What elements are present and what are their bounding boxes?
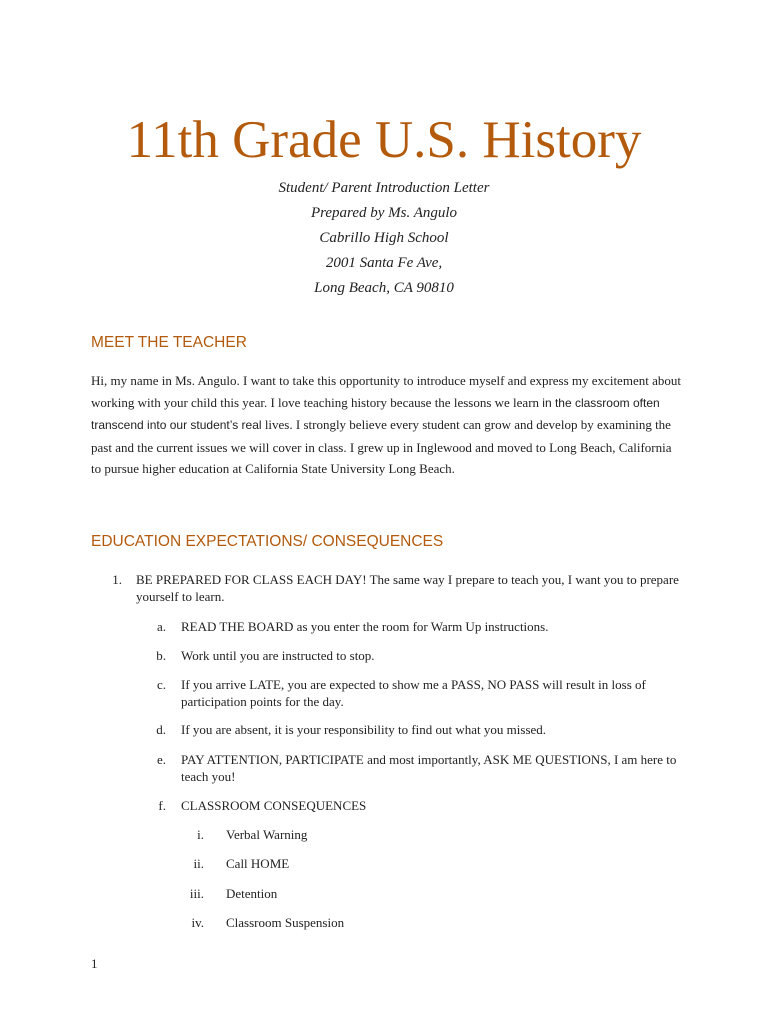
list-item (0, 885, 768, 905)
list-item (0, 855, 768, 875)
list-number: e. (156, 752, 166, 767)
meet-teacher-heading: MEET THE TEACHER (91, 334, 247, 351)
list-item (0, 676, 768, 712)
list-number: d. (156, 722, 166, 737)
list-text: Call HOME (226, 856, 290, 871)
list-item (0, 721, 768, 741)
list-text: PAY ATTENTION, PARTICIPATE and most importantly, ASK ME QUESTIONS, I am here to teach you! (181, 752, 677, 784)
list-item (0, 797, 768, 817)
list-number: ii. (193, 856, 204, 871)
list-number: iv. (191, 915, 204, 930)
subtitle-block (0, 176, 768, 301)
list-number: c. (156, 677, 166, 692)
list-text: Work until you are instructed to stop. (181, 648, 375, 663)
list-text: Detention (226, 886, 278, 901)
meet-teacher-paragraph (91, 370, 681, 480)
list-text: Classroom Suspension (226, 915, 345, 930)
list-number: b. (156, 648, 166, 663)
list-item (0, 826, 768, 846)
list-text: CLASSROOM CONSEQUENCES (181, 798, 367, 813)
document-title: 11th Grade U.S. History (126, 111, 642, 169)
subtitle-line: Long Beach, CA 90810 (314, 280, 454, 296)
subtitle-line: Cabrillo High School (319, 230, 449, 246)
list-number: f. (158, 798, 166, 813)
subtitle-line: 2001 Santa Fe Ave, (325, 255, 443, 271)
list-text: READ THE BOARD as you enter the room for Warm Up instructions. (181, 619, 549, 634)
list-text: BE PREPARED FOR CLASS EACH DAY! The same way I prepare to teach you, I want you to prepare yourself to learn. (136, 572, 679, 604)
list-text: If you are absent, it is your responsibility to find out what you missed. (181, 722, 547, 737)
list-number: i. (197, 827, 204, 842)
paragraph-text: Hi, my name in Ms. Angulo. I want to take this opportunity to introduce myself and express my excitement about working with your child this year. I love teaching history because the lessons we learn (91, 373, 681, 410)
expectations-heading: EDUCATION EXPECTATIONS/ CONSEQUENCES (91, 533, 444, 550)
subtitle-line: Prepared by Ms. Angulo (310, 205, 458, 221)
subtitle-line: Student/ Parent Introduction Letter (278, 180, 490, 196)
list-number: 1. (112, 572, 122, 587)
list-number: iii. (189, 886, 204, 901)
paragraph-text-sans: in the classroom often transcend into our student’s real (91, 395, 660, 432)
list-number: a. (156, 619, 166, 634)
list-item (0, 571, 768, 611)
list-text: Verbal Warning (226, 827, 308, 842)
list-item (0, 647, 768, 667)
list-item (0, 618, 768, 638)
list-item (0, 914, 768, 934)
paragraph-text: lives. I strongly believe every student can grow and develop by examining the past and the current issues we will cover in class. I grew up in Inglewood and moved to Long Beach, California to pursue higher education at California State University Long Beach. (91, 417, 672, 476)
page-number: 1 (91, 956, 98, 971)
list-text: If you arrive LATE, you are expected to show me a PASS, NO PASS will result in loss of participation points for the day. (181, 677, 646, 709)
list-item (0, 751, 768, 787)
